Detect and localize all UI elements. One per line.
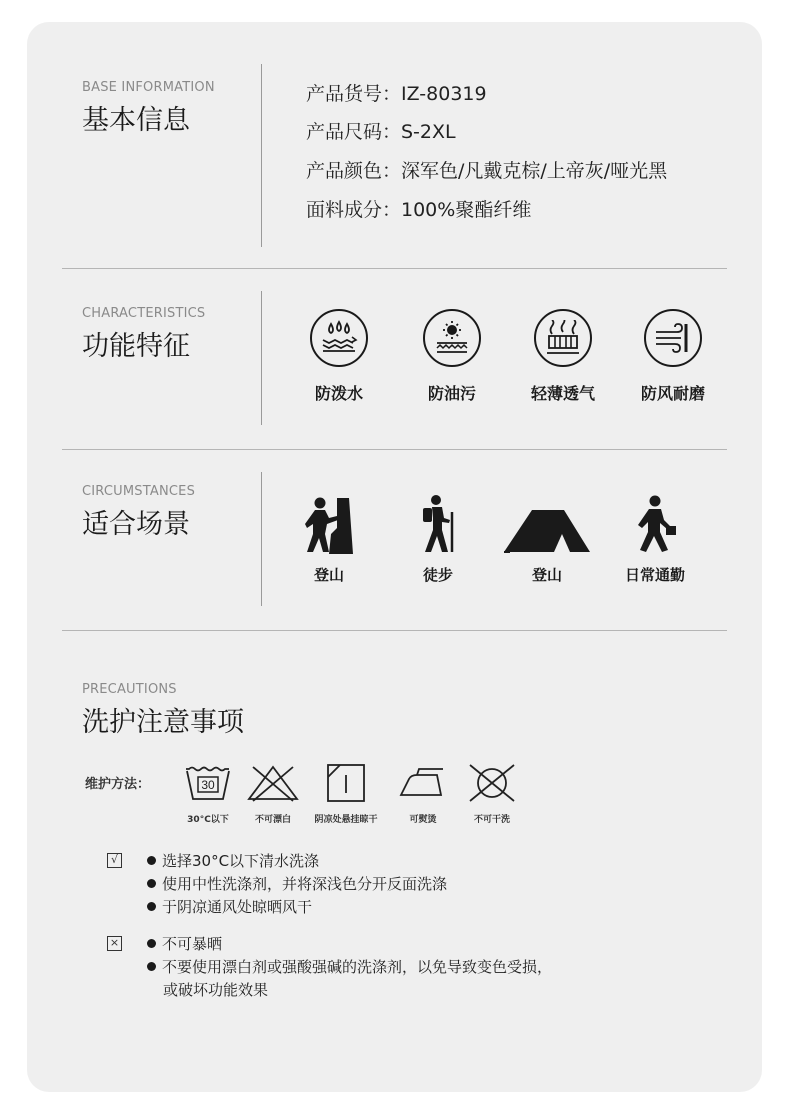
no-bleach-icon bbox=[233, 762, 313, 804]
precautions-heading: 洗护注意事项 bbox=[82, 707, 244, 738]
commute-icon bbox=[600, 492, 710, 554]
feature-breathable bbox=[508, 309, 618, 404]
care-label: 可熨烫 bbox=[409, 815, 437, 825]
care-method-label: 维护方法： bbox=[85, 777, 151, 792]
characteristics-heading-en: CHARACTERISTICS bbox=[82, 306, 206, 321]
water-repellent-icon bbox=[310, 309, 368, 367]
feature-oil-proof bbox=[397, 309, 507, 404]
circumstances-heading-en: CIRCUMSTANCES bbox=[82, 484, 196, 499]
care-iron bbox=[383, 762, 463, 825]
base-info-heading: 基本信息 bbox=[82, 105, 190, 136]
scene-label: 登山 bbox=[531, 566, 562, 584]
care-label: 30°C以下 bbox=[187, 815, 229, 825]
divider-vertical bbox=[261, 64, 262, 247]
care-hang-dry bbox=[306, 762, 386, 825]
scene-label: 徒步 bbox=[422, 566, 453, 584]
feature-label: 轻薄透气 bbox=[530, 384, 595, 403]
divider-horizontal bbox=[62, 630, 727, 631]
precautions-heading-en: PRECAUTIONS bbox=[82, 682, 177, 697]
scene-commute bbox=[600, 492, 710, 585]
iron-icon bbox=[383, 762, 463, 804]
do-item: 于阴凉通风处晾晒风干 bbox=[147, 896, 312, 917]
product-fabric: 面料成分：100%聚酯纤维 bbox=[306, 199, 532, 221]
tent-icon bbox=[492, 492, 602, 554]
divider-vertical bbox=[261, 472, 262, 606]
divider-horizontal bbox=[62, 268, 727, 269]
hiking-icon bbox=[383, 492, 493, 554]
care-no-dry-clean bbox=[452, 762, 532, 825]
feature-label: 防风耐磨 bbox=[640, 384, 705, 403]
windproof-icon bbox=[644, 309, 702, 367]
care-label: 不可漂白 bbox=[254, 815, 291, 825]
do-item: 使用中性洗涤剂，并将深浅色分开反面洗涤 bbox=[147, 873, 447, 894]
circumstances-heading: 适合场景 bbox=[82, 509, 190, 540]
feature-water-repellent bbox=[284, 309, 394, 404]
scene-label: 日常通勤 bbox=[624, 566, 685, 584]
no-dry-clean-icon bbox=[452, 762, 532, 804]
checkbox-dont-icon: × bbox=[107, 936, 122, 951]
dont-item: 不可暴晒 bbox=[147, 933, 222, 954]
scene-climbing bbox=[274, 492, 384, 585]
breathable-icon bbox=[534, 309, 592, 367]
oil-proof-icon bbox=[423, 309, 481, 367]
do-item: 选择30°C以下清水洗涤 bbox=[147, 850, 319, 871]
feature-windproof bbox=[618, 309, 728, 404]
dont-item: 不要使用漂白剂或强酸强碱的洗涤剂，以免导致变色受损， bbox=[147, 956, 552, 977]
care-label: 阴凉处悬挂晾干 bbox=[314, 815, 378, 825]
checkbox-do-icon: √ bbox=[107, 853, 122, 868]
scene-hiking bbox=[383, 492, 493, 585]
care-no-bleach bbox=[233, 762, 313, 825]
feature-label: 防泼水 bbox=[314, 384, 363, 403]
product-size: 产品尺码：S-2XL bbox=[306, 121, 456, 143]
scene-label: 登山 bbox=[313, 566, 344, 584]
svg-text:30: 30 bbox=[201, 778, 215, 792]
divider-vertical bbox=[261, 291, 262, 425]
product-colors: 产品颜色：深军色/凡戴克棕/上帝灰/哑光黑 bbox=[306, 160, 668, 182]
product-sku: 产品货号：IZ-80319 bbox=[306, 83, 487, 105]
characteristics-heading: 功能特征 bbox=[82, 331, 190, 362]
feature-label: 防油污 bbox=[427, 384, 476, 403]
scene-camping bbox=[492, 492, 602, 585]
climbing-icon bbox=[274, 492, 384, 554]
hang-dry-shade-icon bbox=[306, 762, 386, 804]
divider-horizontal bbox=[62, 449, 727, 450]
dont-item-continued: 或破坏功能效果 bbox=[163, 981, 269, 999]
base-info-heading-en: BASE INFORMATION bbox=[82, 80, 215, 95]
care-label: 不可干洗 bbox=[473, 815, 510, 825]
